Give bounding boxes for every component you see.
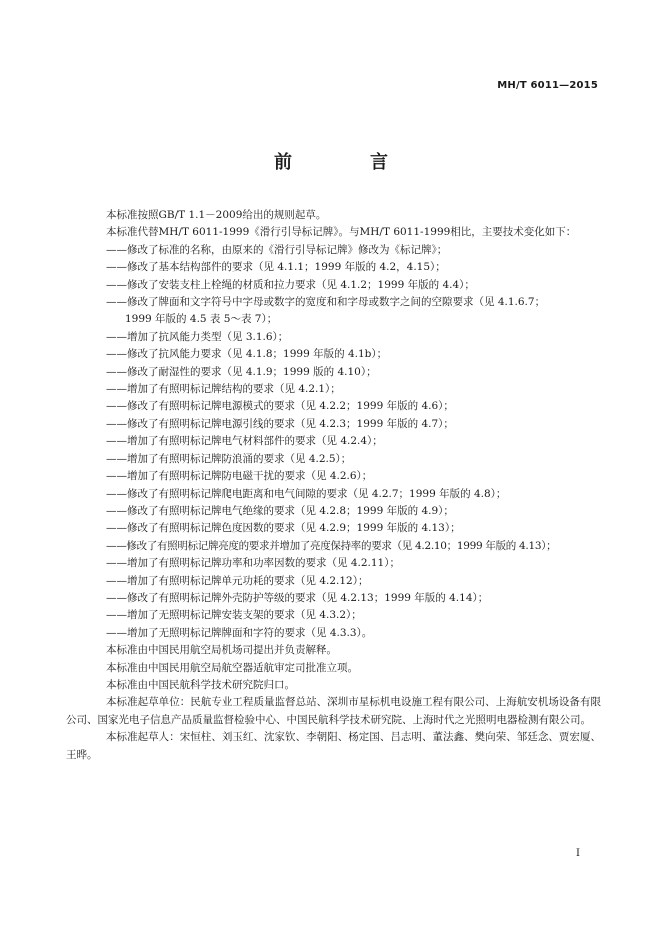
change-item: ——修改了有照明标记牌爬电距离和电气间隙的要求（见 4.2.7；1999 年版的 4.8）； [106,487,507,500]
change-item: ——增加了无照明标记牌牌面和字符的要求（见 4.3.3）。 [106,626,373,639]
change-item: ——修改了有照明标记牌电气绝缘的要求（见 4.2.8；1999 年版的 4.9）； [106,504,454,517]
change-item: ——修改了安装支柱上栓绳的材质和拉力要求（见 4.1.2；1999 年版的 4.4）； [106,278,475,291]
drafters: 本标准起草人：宋恒柱、刘玉红、沈家钦、李朝阳、杨定国、吕志明、董法鑫、樊向荣、邹廷念、贾宏厦、王晔。 [66,731,601,761]
change-item: ——增加了有照明标记牌电气材料部件的要求（见 4.2.4）； [106,435,383,448]
change-item: ——修改了基本结构部件的要求（见 4.1.1；1999 年版的 4.2，4.15）； [106,261,446,274]
standard-code: MH/T 6011—2015 [497,80,598,91]
change-item: ——修改了耐湿性的要求（见 4.1.9；1999 版的 4.10）； [106,365,377,378]
change-item: ——修改了有照明标记牌外壳防护等级的要求（见 4.2.13；1999 年版的 4.14）； [106,591,489,604]
foreword-body [66,207,601,764]
change-item: ——修改了有照明标记牌亮度的要求并增加了亮度保持率的要求（见 4.2.10；1999 年版的 4.13）； [106,539,557,552]
change-item: ——增加了有照明标记牌功率和功率因数的要求（见 4.2.11）； [106,557,400,570]
change-item: ——修改了有照明标记牌电源模式的要求（见 4.2.2；1999 年版的 4.6）； [106,400,454,413]
change-item: ——修改了有照明标记牌色度因数的要求（见 4.2.9；1999 年版的 4.13）； [106,522,461,535]
change-item: ——增加了抗风能力类型（见 3.1.6）； [106,330,289,343]
page-number: I [576,848,580,859]
closing-line: 本标准由中国民航科学技术研究院归口。 [106,678,295,691]
closing-line: 本标准由中国民用航空局机场司提出并负责解释。 [106,644,337,657]
change-item: ——修改了抗风能力要求（见 4.1.8；1999 年版的 4.1b）； [106,348,388,361]
change-item: ——修改了有照明标记牌电源引线的要求（见 4.2.3；1999 年版的 4.7）； [106,417,454,430]
intro-line: 本标准代替MH/T 6011-1999《滑行引导标记牌》。与MH/T 6011-1999相比，主要技术变化如下： [106,226,577,239]
page-title: 前 言 [274,152,418,173]
intro-line: 本标准按照GB/T 1.1－2009给出的规则起草。 [106,209,327,221]
change-item: ——修改了标准的名称，由原来的《滑行引导标记牌》修改为《标记牌》； [106,243,448,256]
change-item: ——增加了有照明标记牌防电磁干扰的要求（见 4.2.6）； [106,470,373,483]
change-item-continuation: 1999 年版的 4.5 表 5～表 7）； [125,313,278,326]
closing-line: 本标准由中国民用航空局航空器适航审定司批准立项。 [106,661,358,674]
change-item: ——增加了有照明标记牌防浪涌的要求（见 4.2.5）； [106,452,352,465]
change-item: ——修改了牌面和文字符号中字母或数字的宽度和和字母或数字之间的空隙要求（见 4.1.6.7； [106,296,546,309]
change-item: ——增加了有照明标记牌结构的要求（见 4.2.1）； [106,383,341,396]
change-item: ——增加了无照明标记牌安装支架的要求（见 4.3.2）； [106,609,362,622]
drafting-units: 本标准起草单位：民航专业工程质量监督总站、深圳市星标机电设施工程有限公司、上海航安机场设备有限公司、国家光电子信息产品质量监督检验中心、中国民航科学技术研究院、上海时代之光照明电器检测有限公司。 [66,696,601,726]
change-item: ——增加了有照明标记牌单元功耗的要求（见 4.2.12）； [106,574,369,587]
